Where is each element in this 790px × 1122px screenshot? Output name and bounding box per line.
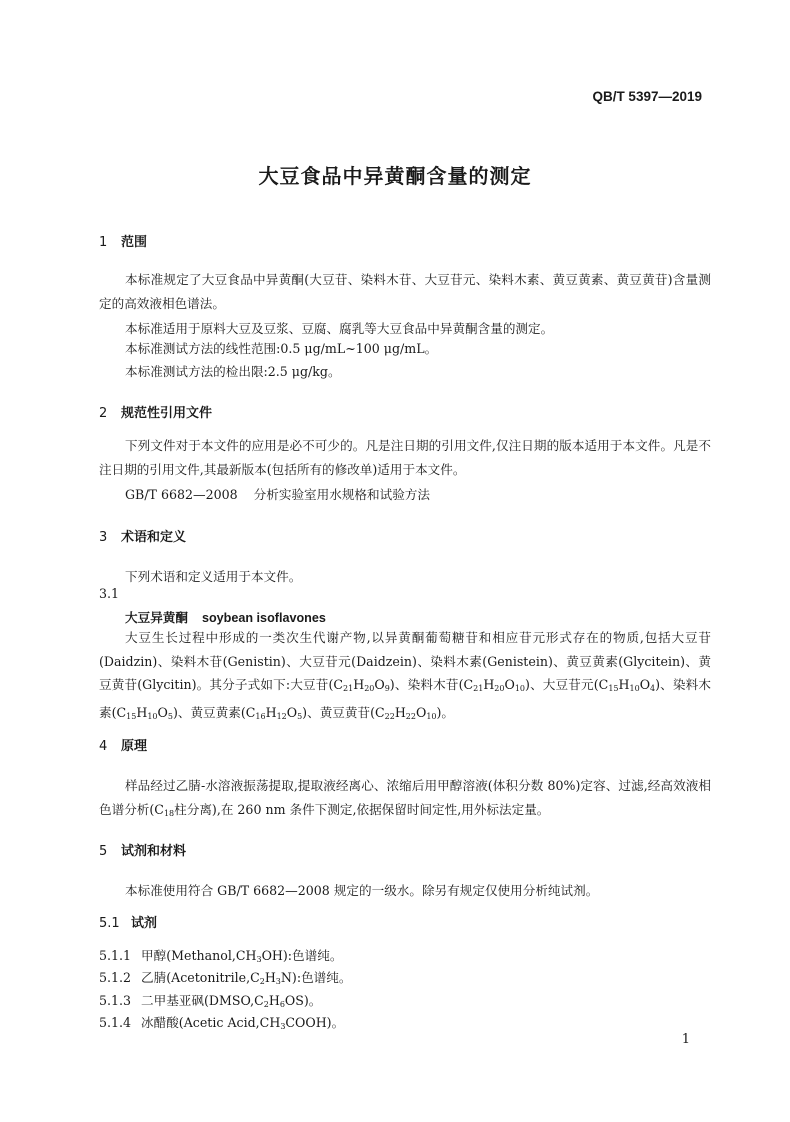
reference-code: GB/T 6682—2008 [125,487,238,502]
section-number: 1 [99,235,108,250]
section-3-heading [99,526,186,545]
section-title: 术语和定义 [121,530,187,545]
term-number: 3.1 [99,586,120,601]
section-title: 试剂 [131,916,158,931]
reference-title: 分析实验室用水规格和试验方法 [253,487,430,502]
reagent-item: 5.1.1 甲醇$(Methanol,CH_3OH)$:色谱纯。 [99,948,343,964]
reagent-item: 5.1.2 乙腈$(Acetonitrile,C_2H_3N)$:色谱纯。 [99,970,352,986]
section-number: 3 [99,530,108,545]
page-number: 1 [681,1032,690,1047]
section-title: 规范性引用文件 [121,406,213,421]
section-title: 原理 [121,739,148,754]
section-1-paragraph-3: 本标准测试方法的线性范围:0.5 μg/mL~100 μg/mL。 [125,341,438,356]
section-4-heading [99,735,147,754]
term-definition: 大豆生长过程中形成的一类次生代谢产物,以异黄酮葡萄糖苷和相应苷元形式存在的物质,包括大豆苷(Daidzin)、染料木苷(Genistin)、大豆苷元(Daidzein)、染料木素(Genistein)、黄豆黄素(Glycitein)、黄豆黄苷(Glycitin)。其分子式如下:大豆苷$(C_{21}H_{20}O_9)$、染料木苷$(C_{21}H_{20}O_{10})$、大豆苷元$(C_{15}H_{10}O_4)$、染料木素$(C_{15}H_{10}O_5)$、黄豆黄素$(C_{16}H_{12}O_5)$、黄豆黄苷$(C_{22}H_{22}O_{10})$。 [99,630,711,721]
section-2-paragraph: 下列文件对于本文件的应用是必不可少的。凡是注日期的引用文件,仅注日期的版本适用于本文件。凡是不注日期的引用文件,其最新版本(包括所有的修改单)适用于本文件。 [99,438,711,477]
reagent-item: 5.1.3 二甲基亚砜$(DMSO,C_2H_6OS)$。 [99,993,322,1009]
term-chinese: 大豆异黄酮 [125,610,188,625]
normative-reference [125,484,430,503]
term-entry [125,607,326,626]
section-2-heading [99,402,212,421]
standard-number: QB/T 5397—2019 [592,89,702,104]
section-3-paragraph: 下列术语和定义适用于本文件。 [125,569,302,584]
section-5-1-heading [99,912,157,931]
section-number: 2 [99,406,108,421]
term-english: soybean isoflavones [201,611,326,625]
document-title: 大豆食品中异黄酮含量的测定 [258,164,532,188]
section-number: 5.1 [99,916,120,931]
section-1-heading [99,231,147,250]
section-1-paragraph-4: 本标准测试方法的检出限:2.5 μg/kg。 [125,364,341,379]
reagent-item: 5.1.4 冰醋酸(Acetic $Acid,CH_3COOH$)。 [99,1015,345,1031]
section-5-paragraph: 本标准使用符合 GB/T 6682—2008 规定的一级水。除另有规定仅使用分析纯试剂。 [125,883,599,898]
section-title: 范围 [121,235,148,250]
section-title: 试剂和材料 [121,844,187,859]
section-number: 5 [99,844,108,859]
section-number: 4 [99,739,108,754]
section-5-heading [99,840,186,859]
section-4-paragraph: 样品经过乙腈-水溶液振荡提取,提取液经离心、浓缩后用甲醇溶液(体积分数 80%)定容、过滤,经高效液相色谱分析($C_{18}$柱分离),在 260 nm 条件下测定,依据保留时间定性,用外标法定量。 [99,778,711,818]
section-1-paragraph-2: 本标准适用于原料大豆及豆浆、豆腐、腐乳等大豆食品中异黄酮含量的测定。 [125,321,554,336]
section-1-paragraph: 本标准规定了大豆食品中异黄酮(大豆苷、染料木苷、大豆苷元、染料木素、黄豆黄素、黄豆黄苷)含量测定的高效液相色谱法。 [99,272,711,311]
